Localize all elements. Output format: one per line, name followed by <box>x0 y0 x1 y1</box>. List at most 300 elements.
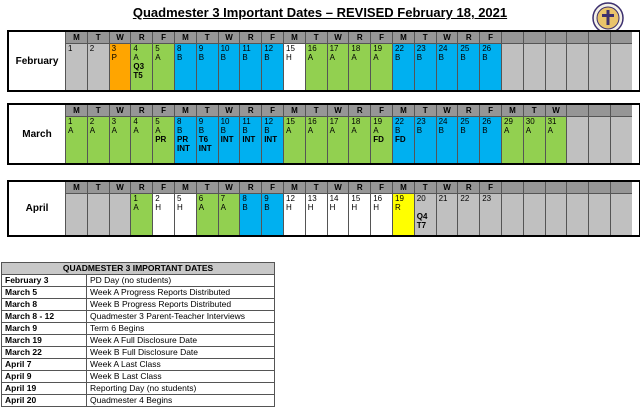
calendar-day-cell <box>218 194 240 235</box>
day-code: A <box>373 126 379 135</box>
calendar-day-cell <box>457 117 479 163</box>
day-annotation: INT <box>220 135 234 144</box>
event-date: March 8 <box>2 299 87 311</box>
event-description: Term 6 Begins <box>87 323 275 335</box>
weekday-header: F <box>152 32 174 44</box>
weekday-header: R <box>457 182 479 194</box>
day-code: B <box>395 53 401 62</box>
weekday-header: T <box>305 32 327 44</box>
month-block-february <box>7 30 640 92</box>
weekday-header <box>610 105 632 117</box>
day-code: B <box>264 126 270 135</box>
weekday-header: F <box>370 182 392 194</box>
calendar-day-cell <box>130 44 152 90</box>
calendar-day-cell <box>196 44 218 90</box>
day-number: 30 <box>525 117 535 126</box>
calendar-day-cell <box>479 117 501 163</box>
weekday-header: F <box>479 105 501 117</box>
day-number: 21 <box>438 194 448 203</box>
event-description: PD Day (no students) <box>87 275 275 287</box>
weekday-header: W <box>109 105 131 117</box>
weekday-header: R <box>239 182 261 194</box>
day-code: A <box>133 126 139 135</box>
day-code: H <box>329 203 336 212</box>
day-number: 16 <box>373 194 383 203</box>
event-date: April 7 <box>2 359 87 371</box>
weekday-header <box>523 32 545 44</box>
table-row <box>2 383 275 395</box>
event-description: Reporting Day (no students) <box>87 383 275 395</box>
calendar-day-cell <box>327 194 349 235</box>
weekday-header: W <box>436 32 458 44</box>
calendar-day-cell <box>523 194 545 235</box>
weekday-header: T <box>414 32 436 44</box>
day-number: 9 <box>264 194 269 203</box>
day-annotation: INT <box>242 135 256 144</box>
table-row <box>2 395 275 407</box>
weekday-header <box>566 182 588 194</box>
day-code: A <box>547 126 553 135</box>
weekday-header: F <box>261 32 283 44</box>
day-number: 17 <box>329 117 339 126</box>
event-description: Quadmester 3 Parent-Teacher Interviews <box>87 311 275 323</box>
calendar-day-cell <box>501 44 523 90</box>
day-number: 2 <box>89 117 95 126</box>
day-number <box>112 194 131 203</box>
calendar-day-cell <box>174 194 196 235</box>
day-number: 11 <box>242 117 251 126</box>
day-number: 5 <box>155 44 160 53</box>
day-annotation: INT <box>198 144 212 153</box>
event-date: April 9 <box>2 371 87 383</box>
day-annotation: FD <box>373 135 384 144</box>
day-code: B <box>460 126 466 135</box>
day-code: A <box>68 126 74 135</box>
weekday-header: M <box>392 32 414 44</box>
event-description: Week B Full Disclosure Date <box>87 347 275 359</box>
day-number: 22 <box>395 44 404 53</box>
calendar-day-cell <box>414 194 436 235</box>
calendar-day-cell <box>87 44 109 90</box>
day-number: 9 <box>198 117 204 126</box>
day-code: B <box>416 53 423 62</box>
calendar-day-cell <box>436 117 458 163</box>
weekday-header: F <box>261 182 283 194</box>
day-number: 8 <box>242 194 247 203</box>
day-number <box>68 194 87 203</box>
event-description: Week A Full Disclosure Date <box>87 335 275 347</box>
calendar-day-cell <box>283 194 305 235</box>
day-code: R <box>395 203 401 212</box>
day-code <box>112 203 131 212</box>
day-code: A <box>329 126 335 135</box>
calendar-day-cell <box>588 194 610 235</box>
day-number: 22 <box>460 194 470 203</box>
day-annotation: Q4 <box>416 212 428 221</box>
weekday-header <box>588 32 610 44</box>
day-number: 15 <box>286 117 295 126</box>
calendar-day-cell <box>479 44 501 90</box>
event-description: Week B Last Class <box>87 371 275 383</box>
calendar-day-cell <box>348 44 370 90</box>
weekday-header: T <box>196 105 218 117</box>
day-code: H <box>155 203 161 212</box>
weekday-header <box>545 182 567 194</box>
calendar-day-cell <box>174 117 196 163</box>
day-code <box>90 53 109 62</box>
event-date: February 3 <box>2 275 87 287</box>
day-number: 25 <box>460 117 470 126</box>
weekday-header: M <box>174 32 196 44</box>
day-code: H <box>373 203 379 212</box>
day-number: 22 <box>395 117 404 126</box>
weekday-header: M <box>283 32 305 44</box>
day-number: 19 <box>373 117 383 126</box>
weekday-header: R <box>239 105 261 117</box>
calendar-day-cell <box>305 117 327 163</box>
weekday-header <box>610 32 632 44</box>
calendar-day-cell <box>479 194 501 235</box>
calendar-day-cell <box>152 117 174 163</box>
day-code: H <box>286 203 292 212</box>
weekday-header: F <box>261 105 283 117</box>
day-code: B <box>242 203 248 212</box>
day-code: A <box>307 126 314 135</box>
calendar-day-cell <box>523 117 545 163</box>
calendar-day-cell <box>87 194 109 235</box>
day-annotation: Q3 <box>133 62 145 71</box>
month-label: April <box>25 203 49 214</box>
day-code <box>482 203 501 212</box>
weekday-header: T <box>523 105 545 117</box>
weekday-header: R <box>130 105 152 117</box>
month-block-march <box>7 103 640 165</box>
weekday-header: M <box>65 105 87 117</box>
day-number: 6 <box>198 194 204 203</box>
weekday-header: T <box>87 182 109 194</box>
day-code: A <box>286 126 292 135</box>
weekday-header: M <box>283 105 305 117</box>
calendar-day-cell <box>501 194 523 235</box>
calendar-day-cell <box>152 44 174 90</box>
weekday-header: T <box>87 32 109 44</box>
calendar-day-cell <box>152 194 174 235</box>
day-annotation: PR <box>177 135 189 144</box>
day-number: 18 <box>351 44 361 53</box>
table-row <box>2 299 275 311</box>
weekday-header: R <box>348 105 370 117</box>
day-code: H <box>286 53 292 62</box>
day-number: 17 <box>329 44 339 53</box>
calendar-day-cell <box>588 117 610 163</box>
page-title: Quadmester 3 Important Dates – REVISED February 18, 2021 <box>132 5 508 20</box>
weekday-header: R <box>457 32 479 44</box>
weekday-header: F <box>370 105 392 117</box>
calendar-day-cell <box>327 117 349 163</box>
weekday-header: T <box>414 105 436 117</box>
weekday-header: T <box>196 182 218 194</box>
weekday-header: R <box>130 182 152 194</box>
calendar-day-cell <box>305 44 327 90</box>
day-code: B <box>220 53 226 62</box>
event-date: March 19 <box>2 335 87 347</box>
weekday-header <box>610 182 632 194</box>
weekday-header: F <box>479 32 501 44</box>
table-row <box>2 359 275 371</box>
weekday-header: W <box>436 182 458 194</box>
day-number: 4 <box>133 44 138 53</box>
calendar-day-cell <box>196 117 218 163</box>
day-annotation: FD <box>395 135 406 144</box>
month-label: February <box>15 55 59 67</box>
weekday-header: F <box>479 182 501 194</box>
weekday-header: T <box>414 182 436 194</box>
day-number: 2 <box>89 44 95 53</box>
calendar-day-cell <box>436 194 458 235</box>
calendar-day-cell <box>261 44 283 90</box>
day-code: A <box>307 53 314 62</box>
day-number: 16 <box>307 117 317 126</box>
day-number: 11 <box>242 44 251 53</box>
weekday-header: M <box>174 105 196 117</box>
weekday-header <box>501 32 523 44</box>
day-number: 31 <box>547 117 557 126</box>
weekday-header <box>588 182 610 194</box>
weekday-header <box>545 32 567 44</box>
day-code: A <box>504 126 510 135</box>
weekday-header: F <box>152 105 174 117</box>
day-code: B <box>460 53 466 62</box>
event-date: April 20 <box>2 395 87 407</box>
calendar-day-cell <box>218 44 240 90</box>
weekday-header: W <box>218 105 240 117</box>
important-dates-title: QUADMESTER 3 IMPORTANT DATES <box>2 263 275 275</box>
day-annotation: PR <box>155 135 167 144</box>
weekday-header: M <box>501 105 523 117</box>
calendar-day-cell <box>414 117 436 163</box>
calendar-day-cell <box>436 44 458 90</box>
weekday-header: T <box>196 32 218 44</box>
day-number: 26 <box>482 117 492 126</box>
weekday-header <box>588 105 610 117</box>
event-date: March 9 <box>2 323 87 335</box>
day-code: B <box>177 53 183 62</box>
day-number: 24 <box>438 117 448 126</box>
weekday-header: R <box>348 32 370 44</box>
calendar-day-cell <box>566 44 588 90</box>
day-code: A <box>133 53 139 62</box>
day-number: 9 <box>198 44 204 53</box>
day-code: B <box>438 53 444 62</box>
calendar-day-cell <box>414 44 436 90</box>
day-annotation: T5 <box>133 71 143 80</box>
day-number: 13 <box>307 194 317 203</box>
weekday-header: W <box>436 105 458 117</box>
day-code: P <box>111 53 117 62</box>
day-number: 1 <box>68 117 73 126</box>
calendar-day-cell <box>370 117 392 163</box>
calendar-day-cell <box>566 194 588 235</box>
day-number: 29 <box>504 117 513 126</box>
day-code <box>90 203 109 212</box>
calendar-day-cell <box>457 44 479 90</box>
day-code: A <box>111 126 117 135</box>
day-number: 26 <box>482 44 492 53</box>
weekday-header: W <box>109 32 131 44</box>
day-number: 8 <box>177 44 182 53</box>
day-annotation: T6 <box>198 135 209 144</box>
calendar-day-cell <box>130 117 152 163</box>
day-code: H <box>307 203 314 212</box>
table-row <box>2 287 275 299</box>
day-code: A <box>155 53 161 62</box>
calendar-day-cell <box>501 117 523 163</box>
day-code: B <box>395 126 401 135</box>
weekday-header: F <box>370 32 392 44</box>
important-dates-table <box>1 262 275 407</box>
day-code <box>439 203 458 212</box>
day-number: 20 <box>416 194 426 203</box>
day-number: 1 <box>68 44 73 53</box>
day-number: 16 <box>307 44 317 53</box>
day-code: H <box>177 203 183 212</box>
weekday-header: M <box>392 105 414 117</box>
day-code: B <box>416 126 423 135</box>
calendar-day-cell <box>109 117 131 163</box>
table-row <box>2 323 275 335</box>
day-number: 5 <box>155 117 160 126</box>
day-number: 19 <box>395 194 404 203</box>
day-code: A <box>89 126 96 135</box>
calendar-day-cell <box>109 44 131 90</box>
calendar-day-cell <box>65 117 87 163</box>
day-code: B <box>482 53 488 62</box>
calendar-day-cell <box>545 44 567 90</box>
day-code <box>460 203 479 212</box>
calendar-day-cell <box>239 117 261 163</box>
day-code <box>68 203 87 212</box>
weekday-header: M <box>65 32 87 44</box>
weekday-header: W <box>327 32 349 44</box>
weekday-header: T <box>87 105 109 117</box>
day-code: B <box>198 126 205 135</box>
day-code <box>68 53 87 62</box>
day-number: 5 <box>177 194 182 203</box>
calendar-day-cell <box>218 117 240 163</box>
calendar-day-cell <box>327 44 349 90</box>
day-number: 14 <box>329 194 339 203</box>
day-number: 23 <box>482 194 492 203</box>
day-code: B <box>482 126 488 135</box>
weekday-header: W <box>109 182 131 194</box>
calendar-day-cell <box>305 194 327 235</box>
weekday-header: W <box>545 105 567 117</box>
weekday-header: W <box>218 182 240 194</box>
day-annotation: INT <box>177 144 190 153</box>
weekday-header: W <box>327 182 349 194</box>
calendar-day-cell <box>392 194 414 235</box>
weekday-header: R <box>130 32 152 44</box>
calendar-day-cell <box>610 44 632 90</box>
day-code: B <box>220 126 226 135</box>
day-code: B <box>242 126 248 135</box>
day-annotation: T7 <box>416 221 427 230</box>
day-code: B <box>198 53 205 62</box>
weekday-header <box>501 182 523 194</box>
weekday-header: M <box>392 182 414 194</box>
event-description: Week B Progress Reports Distributed <box>87 299 275 311</box>
day-number: 3 <box>111 44 117 53</box>
day-code: A <box>525 126 532 135</box>
calendar-day-cell <box>65 194 87 235</box>
weekday-header: F <box>152 182 174 194</box>
calendar-day-cell <box>283 44 305 90</box>
weekday-header: M <box>174 182 196 194</box>
day-code: B <box>242 53 248 62</box>
day-number: 23 <box>416 44 426 53</box>
calendar-day-cell <box>588 44 610 90</box>
calendar-day-cell <box>239 194 261 235</box>
event-description: Week A Progress Reports Distributed <box>87 287 275 299</box>
weekday-header <box>566 105 588 117</box>
weekday-header: M <box>283 182 305 194</box>
day-code: A <box>351 126 357 135</box>
table-row <box>2 347 275 359</box>
day-number: 23 <box>416 117 426 126</box>
calendar-day-cell <box>370 194 392 235</box>
calendar-day-cell <box>545 194 567 235</box>
calendar-day-cell <box>65 44 87 90</box>
weekday-header: M <box>65 182 87 194</box>
day-code <box>417 203 436 212</box>
day-number: 12 <box>286 194 295 203</box>
calendar-day-cell <box>610 194 632 235</box>
day-number: 12 <box>264 44 274 53</box>
weekday-header: R <box>348 182 370 194</box>
calendar-day-cell <box>261 117 283 163</box>
day-number: 12 <box>264 117 274 126</box>
day-code: B <box>177 126 183 135</box>
calendar-day-cell <box>261 194 283 235</box>
calendar-day-cell <box>392 117 414 163</box>
weekday-header: W <box>327 105 349 117</box>
day-annotation: INT <box>264 135 278 144</box>
calendar-day-cell <box>370 44 392 90</box>
day-number: 1 <box>133 194 138 203</box>
calendar-day-cell <box>610 117 632 163</box>
day-code: A <box>373 53 379 62</box>
day-code: A <box>220 203 226 212</box>
calendar-day-cell <box>130 194 152 235</box>
day-number: 10 <box>220 44 230 53</box>
table-row <box>2 335 275 347</box>
calendar-day-cell <box>392 44 414 90</box>
day-code: A <box>133 203 139 212</box>
weekday-header: R <box>457 105 479 117</box>
weekday-header: W <box>218 32 240 44</box>
weekday-header: R <box>239 32 261 44</box>
day-number: 24 <box>438 44 448 53</box>
event-date: March 5 <box>2 287 87 299</box>
month-label: March <box>22 128 52 140</box>
month-block-april <box>7 180 640 237</box>
calendar-day-cell <box>566 117 588 163</box>
day-number: 15 <box>351 194 361 203</box>
calendar-day-cell <box>109 194 131 235</box>
day-number: 25 <box>460 44 470 53</box>
weekday-header <box>566 32 588 44</box>
day-number <box>90 194 109 203</box>
